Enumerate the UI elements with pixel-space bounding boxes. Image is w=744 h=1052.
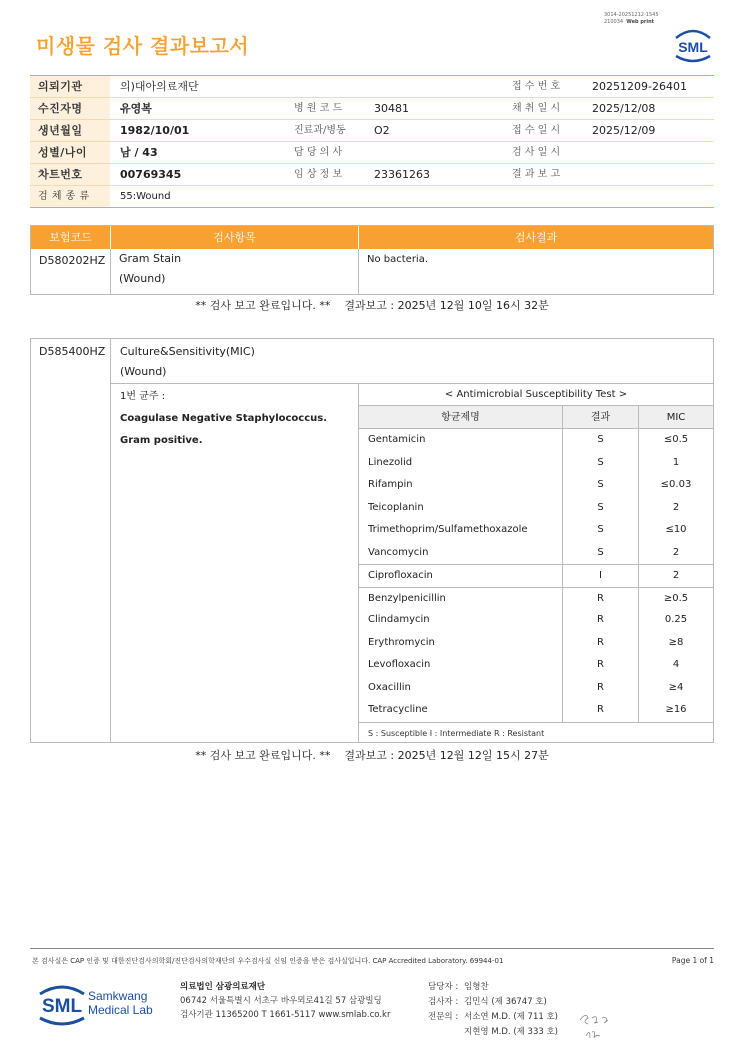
ast-mic: 4	[672, 659, 680, 670]
doctor-value	[364, 142, 498, 163]
lab-address: 06742 서울특별시 서초구 바우뫼로41길 57 삼광빌딩	[180, 996, 382, 1006]
ast-result: R	[563, 654, 639, 677]
chart-value: 00769345	[120, 168, 182, 181]
ast-mic: 1	[672, 456, 680, 468]
dept-label: 진료과/병동	[294, 125, 346, 136]
table-row	[359, 677, 713, 700]
doctor-label: 담 당 의 사	[294, 147, 343, 158]
test1-result: No bacteria.	[367, 254, 429, 265]
gram-stain-table	[30, 225, 714, 295]
ast-mic: ≥16	[665, 704, 687, 715]
receipt-no-label: 접 수 번 호	[512, 81, 561, 92]
ast-result: R	[563, 699, 639, 722]
header-code: 보험코드	[31, 226, 111, 249]
collect-date-label: 채 취 일 시	[512, 103, 561, 114]
ast-drug: Ciprofloxacin	[359, 565, 563, 587]
ast-drug: Oxacillin	[359, 677, 563, 700]
page-number: Page 1 of 1	[671, 956, 714, 965]
test2-report-time: 결과보고 : 2025년 12월 12일 15시 27분	[344, 749, 549, 762]
ast-result: S	[563, 542, 639, 565]
receipt-date-label: 접 수 일 시	[512, 125, 561, 136]
collect-date-value: 2025/12/08	[592, 102, 656, 115]
test1-name: Gram Stain	[119, 252, 182, 265]
exam-date-label: 검 사 일 시	[512, 147, 561, 158]
info-row-6	[30, 186, 714, 208]
ast-header	[359, 406, 713, 429]
organism-panel	[111, 384, 359, 742]
ast-result: S	[563, 474, 639, 497]
in-charge-label: 담당자 :	[428, 982, 459, 992]
ast-mic: 2	[672, 501, 680, 513]
ast-drug: Rifampin	[359, 474, 563, 497]
doc-code-line2: 210034	[604, 19, 624, 25]
test2-complete: ** 검사 보고 완료입니다. **	[195, 749, 331, 762]
hospital-code-label: 병 원 코 드	[294, 103, 343, 114]
header-result: 검사결과	[514, 231, 558, 244]
clinical-value: 23361263	[374, 168, 430, 181]
ast-drug: Benzylpenicillin	[359, 588, 563, 610]
table-row	[359, 654, 713, 677]
receipt-no-value: 20251209-26401	[592, 80, 687, 93]
ast-drug: Vancomycin	[359, 542, 563, 565]
info-row-5	[30, 164, 714, 186]
sex-age-value: 남 / 43	[120, 146, 158, 159]
certification-text: 본 검사실은 CAP 인증 및 대한진단검사의학회/진단검사의학재단의 우수검사실 신임 인증을 받은 검사실입니다. CAP Accredited Laboratory. 69944-01	[32, 957, 504, 965]
ast-drug: Teicoplanin	[359, 497, 563, 520]
ast-drug: Erythromycin	[359, 632, 563, 655]
test1-report-time: 결과보고 : 2025년 12월 10일 16시 32분	[344, 299, 549, 312]
ast-header-drug: 항균제명	[359, 406, 563, 428]
ast-header-mic: MIC	[666, 412, 686, 423]
table-row	[31, 249, 713, 294]
ast-result: I	[563, 565, 639, 587]
specimen-value: 55:Wound	[120, 191, 171, 202]
ast-mic: ≥8	[668, 636, 684, 648]
table-row	[359, 519, 713, 542]
document-code	[604, 12, 674, 26]
page-title: 미생물 검사 결과보고서	[36, 34, 250, 58]
ast-drug: Levofloxacin	[359, 654, 563, 677]
logo-name-line2: Medical Lab	[88, 1003, 153, 1017]
ast-table	[359, 384, 713, 744]
table-row	[359, 452, 713, 475]
ast-result: R	[563, 632, 639, 655]
ast-mic: ≤0.03	[660, 479, 692, 490]
birth-label: 생년월일	[30, 120, 110, 141]
specimen-label: 검 체 종 류	[30, 186, 110, 207]
ast-mic: 0.25	[664, 614, 688, 625]
header-item: 검사항목	[111, 226, 359, 249]
dept-value: O2	[374, 124, 390, 137]
test1-complete: ** 검사 보고 완료입니다. **	[195, 299, 331, 312]
badge-text: SML	[678, 39, 708, 55]
ast-result: R	[563, 588, 639, 610]
specialist-label: 전문의 :	[428, 1012, 459, 1022]
logo-main-text: SML	[41, 996, 83, 1017]
receipt-date-value: 2025/12/09	[592, 124, 656, 137]
ast-mic: ≥0.5	[663, 592, 689, 604]
tester-value: 김민식 (제 36747 호)	[464, 997, 547, 1007]
specialist2-value: 지현영 M.D. (제 333 호)	[464, 1027, 559, 1037]
specialist1-value: 서소연 M.D. (제 711 호)	[464, 1012, 559, 1022]
test1-complete-line	[30, 297, 714, 313]
in-charge-value: 임형찬	[464, 982, 489, 992]
table-row	[359, 699, 713, 722]
info-row-4	[30, 142, 714, 164]
lab-contact: 검사기관 11365200 T 1661-5117 www.smlab.co.kr	[180, 1010, 391, 1020]
clinical-label: 임 상 정 보	[294, 169, 343, 180]
ast-drug: Clindamycin	[359, 609, 563, 632]
table-header	[31, 226, 713, 249]
ast-body	[359, 429, 713, 722]
exam-date-value	[582, 142, 714, 163]
ast-drug: Linezolid	[359, 452, 563, 475]
culture-table	[30, 338, 714, 743]
test2-name: Culture&Sensitivity(MIC)	[120, 345, 255, 358]
staff-info	[428, 980, 558, 1040]
lab-name: 의료법인 삼광의료재단	[180, 982, 266, 992]
ast-result: S	[563, 452, 639, 475]
table-row	[359, 542, 713, 565]
footer-divider	[30, 948, 714, 949]
samkwang-logo	[38, 980, 158, 1028]
test2-code: D585400HZ	[31, 339, 111, 742]
name-value: 유영복	[120, 102, 152, 115]
info-row-2	[30, 98, 714, 120]
organism-label: 1번 균주 :	[120, 391, 166, 402]
requester-label: 의뢰기관	[30, 76, 110, 97]
lab-info	[180, 980, 390, 1022]
ast-result: S	[563, 497, 639, 520]
ast-header-result: 결과	[563, 406, 639, 428]
test1-code: D580202HZ	[31, 249, 111, 294]
patient-info-table	[30, 75, 714, 208]
gram-result: Gram positive.	[120, 435, 203, 446]
ast-result: S	[563, 429, 639, 452]
test1-specimen: (Wound)	[119, 272, 166, 285]
ast-drug: Trimethoprim/Sulfamethoxazole	[359, 519, 563, 542]
doc-code-line1: 3014-20251212-1545	[604, 12, 659, 18]
signature-image	[578, 1010, 614, 1042]
name-label: 수진자명	[30, 98, 110, 119]
tester-label: 검사자 :	[428, 997, 459, 1007]
chart-label: 차트번호	[30, 164, 110, 185]
test2-item	[111, 339, 713, 384]
organism-name: Coagulase Negative Staphylococcus.	[120, 413, 328, 424]
info-row-1	[30, 76, 714, 98]
ast-drug: Gentamicin	[359, 429, 563, 452]
table-row	[359, 497, 713, 520]
ast-drug: Tetracycline	[359, 699, 563, 722]
sml-badge-logo	[670, 24, 716, 64]
web-print-label: Web print	[626, 19, 655, 25]
ast-mic: ≥4	[668, 681, 684, 693]
requester-value: 의)대아의료재단	[120, 80, 199, 93]
table-row	[359, 587, 713, 610]
report-value	[582, 164, 714, 185]
report-label: 결 과 보 고	[512, 169, 561, 180]
birth-value: 1982/10/01	[120, 124, 190, 137]
table-row	[359, 609, 713, 632]
hospital-code-value: 30481	[374, 102, 409, 115]
table-row	[359, 632, 713, 655]
ast-title: < Antimicrobial Susceptibility Test >	[359, 384, 713, 406]
ast-legend: S : Susceptible I : Intermediate R : Resistant	[359, 722, 713, 744]
logo-name-line1: Samkwang	[88, 989, 148, 1003]
ast-mic: 2	[672, 546, 680, 558]
table-row	[359, 429, 713, 452]
info-row-3	[30, 120, 714, 142]
ast-result: R	[563, 609, 639, 632]
ast-result: S	[563, 519, 639, 542]
ast-mic: 2	[672, 570, 680, 581]
ast-mic: ≤10	[665, 524, 687, 535]
sex-age-label: 성별/나이	[30, 142, 110, 163]
ast-result: R	[563, 677, 639, 700]
test2-complete-line	[30, 747, 714, 763]
table-row	[359, 474, 713, 497]
test1-item	[111, 249, 359, 294]
ast-mic: ≤0.5	[663, 434, 689, 445]
test2-specimen: (Wound)	[120, 365, 167, 378]
table-row	[359, 564, 713, 587]
